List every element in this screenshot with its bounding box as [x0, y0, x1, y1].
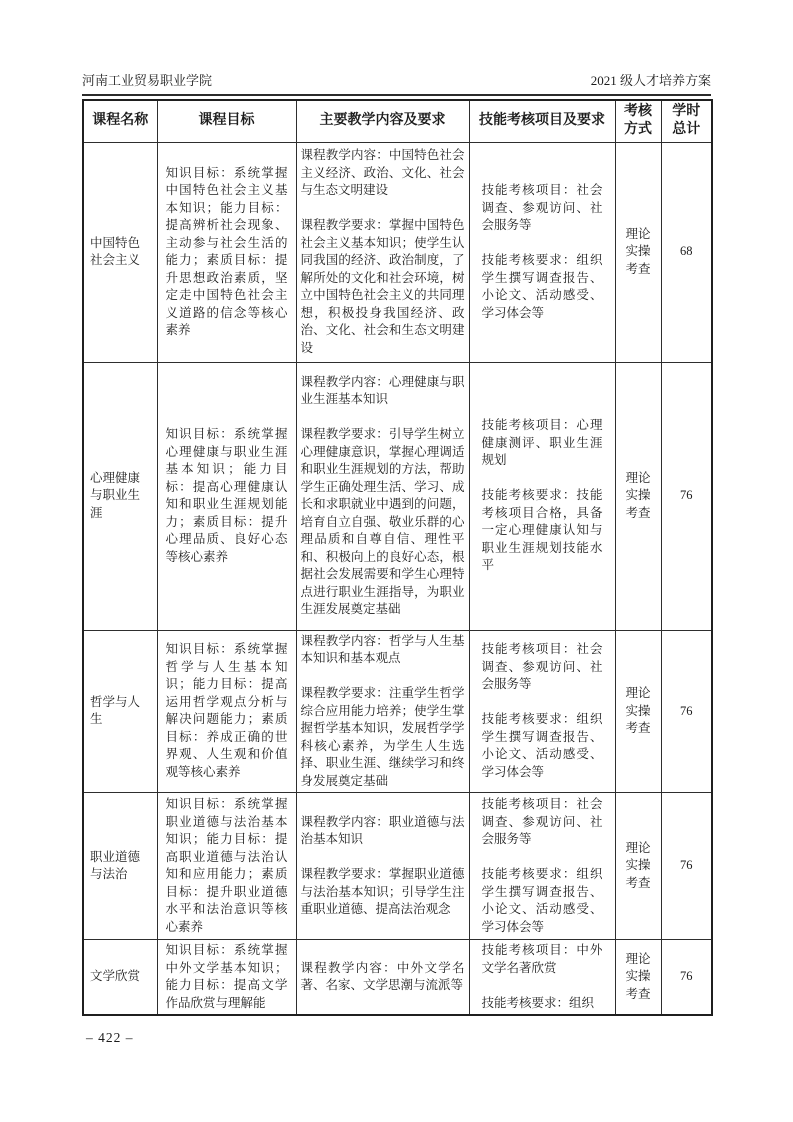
total-hours-cell: [661, 940, 712, 1016]
course-name-cell-text: 职业道德与法治: [90, 849, 141, 881]
course-table: [82, 99, 713, 1016]
course-name-cell: [83, 630, 157, 793]
teaching-content-cell-text: 课程教学要求：掌握中国特色社会主义基本知识；使学生认同我国的经济、政治制度，了解所处的文化和社会环境，树立中国特色社会主义的共同理想，积极投身我国经济、政治、文化、社会和生态文明建设: [300, 218, 465, 355]
skill-assessment-cell: [469, 630, 615, 793]
course-table-body: [83, 142, 712, 1015]
column-header-1: 课程目标: [157, 100, 296, 142]
teaching-content-cell-text: 课程教学要求：掌握职业道德与法治基本知识；引导学生注重职业道德、提高法治观念: [300, 867, 465, 916]
course-objectives-cell-text: 知识目标：系统掌握中外文学基本知识；能力目标：提高文学作品欣赏与理解能: [165, 943, 288, 1010]
skill-assessment-cell-text: 技能考核项目：社会调查、参观访问、社会服务等: [481, 797, 603, 846]
assessment-method-cell: [615, 793, 661, 940]
teaching-content-cell-text: 课程教学内容：中国特色社会主义经济、政治、文化、社会与生态文明建设: [300, 148, 465, 197]
course-objectives-cell: [157, 630, 296, 793]
teaching-content-cell-text: 课程教学内容：哲学与人生基本知识和基本观点: [300, 633, 465, 665]
total-hours-cell-text: 76: [680, 969, 693, 984]
teaching-content-cell: [296, 630, 469, 793]
course-name-cell-text: 文学欣赏: [90, 969, 141, 984]
total-hours-cell-text: 76: [680, 703, 693, 718]
course-objectives-cell: [157, 142, 296, 362]
course-name-cell: [83, 362, 157, 630]
teaching-content-cell-text: 课程教学要求：引导学生树立心理健康意识，掌握心理调适和职业生涯规划的方法，帮助学生正确处理生活、学习、成长和求职就业中遇到的问题，培育自立自强、敬业乐群的心理品质和自尊自信、理性平和、积极向上的良好心态，根据社会发展需要和学生心理特点进行职业生涯指导，为职业生涯发展奠定基础: [300, 427, 465, 616]
teaching-content-cell-text: 课程教学内容：职业道德与法治基本知识: [300, 814, 465, 846]
column-header-3: 技能考核项目及要求: [469, 100, 615, 142]
course-objectives-cell: [157, 362, 296, 630]
skill-assessment-cell-text: 技能考核要求：组织学生撰写调查报告、小论文、活动感受、学习体会等: [481, 253, 603, 320]
course-objectives-cell: [157, 940, 296, 1016]
assessment-method-cell: [615, 142, 661, 362]
column-header-5: 学时总计: [661, 100, 712, 142]
skill-assessment-cell: [469, 142, 615, 362]
course-objectives-cell: [157, 793, 296, 940]
assessment-method-cell-text: 理论实操考查: [625, 686, 651, 735]
total-hours-cell: [661, 793, 712, 940]
course-objectives-cell-text: 知识目标：系统掌握心理健康与职业生涯基本知识；能力目标：提高心理健康认知和职业生涯规划能力；素质目标：提升心理品质、良好心态等核心素养: [165, 427, 288, 564]
skill-assessment-cell-text: 技能考核要求：组织学生撰写调查报告、小论文、活动感受、学习体会等: [481, 712, 603, 779]
skill-assessment-cell: [469, 793, 615, 940]
skill-assessment-cell-text: 技能考核要求：技能考核项目合格，具备一定心理健康认知与职业生涯规划技能水平: [481, 488, 603, 573]
teaching-content-cell-text: 课程教学要求：注重学生哲学综合应用能力培养；使学生掌握哲学基本知识，发展哲学学科核心素养，为学生人生选择、职业生涯、继续学习和终身发展奠定基础: [300, 686, 465, 788]
teaching-content-cell: [296, 142, 469, 362]
course-name-cell: [83, 940, 157, 1016]
skill-assessment-cell-text: 技能考核要求：组织: [481, 995, 595, 1010]
table-row: [83, 362, 712, 630]
table-row: [83, 793, 712, 940]
teaching-content-cell: [296, 362, 469, 630]
table-row: [83, 142, 712, 362]
column-header-0: 课程名称: [83, 100, 157, 142]
document-header: [82, 70, 711, 96]
course-name-cell: [83, 793, 157, 940]
column-header-4: 考核方式: [615, 100, 661, 142]
assessment-method-cell: [615, 362, 661, 630]
assessment-method-cell-text: 理论实操考查: [625, 470, 651, 520]
teaching-content-cell: [296, 940, 469, 1016]
school-name: 河南工业贸易职业学院: [82, 73, 213, 88]
assessment-method-cell-text: 理论实操考查: [625, 951, 651, 1001]
assessment-method-cell: [615, 940, 661, 1016]
column-header-2: 主要教学内容及要求: [296, 100, 469, 142]
course-name-cell-text: 哲学与人生: [90, 694, 141, 727]
course-name-cell-text: 中国特色社会主义: [90, 235, 141, 267]
assessment-method-cell-text: 理论实操考查: [625, 226, 651, 276]
plan-title: 2021 级人才培养方案: [590, 73, 711, 88]
page-number: – 422 –: [86, 1030, 134, 1045]
header-row: [83, 100, 712, 142]
skill-assessment-cell-text: 技能考核项目：中外文学名著欣赏: [481, 943, 603, 975]
teaching-content-cell: [296, 793, 469, 940]
course-objectives-cell-text: 知识目标：系统掌握职业道德与法治基本知识；能力目标：提高职业道德与法治认知和应用能力；素质目标：提升职业道德水平和法治意识等核心素养: [165, 797, 288, 934]
skill-assessment-cell-text: 技能考核要求：组织学生撰写调查报告、小论文、活动感受、学习体会等: [481, 867, 603, 934]
skill-assessment-cell: [469, 940, 615, 1016]
teaching-content-cell-text: 课程教学内容：心理健康与职业生涯基本知识: [300, 374, 465, 406]
skill-assessment-cell: [469, 362, 615, 630]
total-hours-cell-text: 76: [680, 858, 693, 873]
course-table-head: [83, 100, 712, 142]
total-hours-cell: [661, 630, 712, 793]
course-objectives-cell-text: 知识目标：系统掌握中国特色社会主义基本知识；能力目标：提高辨析社会现象、主动参与社会生活的能力；素质目标：提升思想政治素质，坚定走中国特色社会主义道路的信念等核心素养: [165, 165, 288, 337]
table-row: [83, 940, 712, 1016]
course-name-cell: [83, 142, 157, 362]
total-hours-cell-text: 76: [680, 488, 693, 503]
skill-assessment-cell-text: 技能考核项目：社会调查、参观访问、社会服务等: [481, 642, 603, 692]
total-hours-cell: [661, 142, 712, 362]
assessment-method-cell-text: 理论实操考查: [625, 840, 651, 890]
skill-assessment-cell-text: 技能考核项目：社会调查、参观访问、社会服务等: [481, 183, 603, 232]
course-name-cell-text: 心理健康与职业生涯: [90, 470, 141, 520]
table-row: [83, 630, 712, 793]
total-hours-cell-text: 68: [680, 244, 693, 259]
assessment-method-cell: [615, 630, 661, 793]
skill-assessment-cell-text: 技能考核项目：心理健康测评、职业生涯规划: [481, 418, 603, 468]
teaching-content-cell-text: 课程教学内容：中外文学名著、名家、文学思潮与流派等: [300, 960, 465, 992]
total-hours-cell: [661, 362, 712, 630]
course-objectives-cell-text: 知识目标：系统掌握哲学与人生基本知识；能力目标：提高运用哲学观点分析与解决问题能力；素质目标：养成正确的世界观、人生观和价值观等核心素养: [165, 642, 288, 779]
